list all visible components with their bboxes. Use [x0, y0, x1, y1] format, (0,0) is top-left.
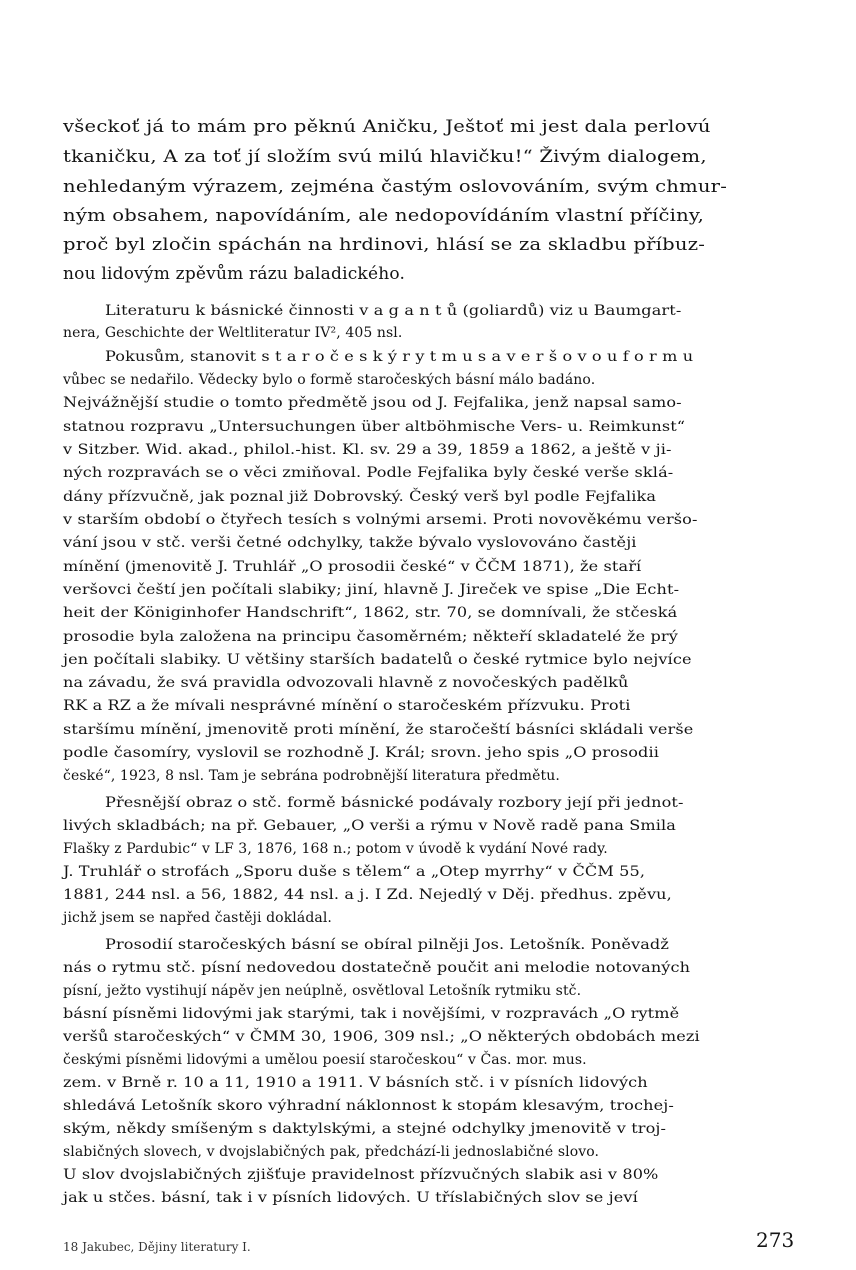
- note-line: statnou rozpravu „Untersuchungen über altböhmische Vers- u. Reimkunst“: [63, 419, 686, 435]
- text-line: nehledaným výrazem, zejména častým oslovováním, svým chmur-: [63, 177, 728, 197]
- note-line: na závadu, že svá pravidla odvozovali hlavně z novočeských padělků: [63, 675, 629, 691]
- note-line: veršů staročeských“ v ČMM 30, 1906, 309 nsl.; „O některých obdobách mezi: [63, 1029, 700, 1045]
- note-line: básní písněmi lidovými jak starými, tak i novějšími, v rozpravách „O rytmě: [63, 1006, 680, 1022]
- note-line: jichž jsem se napřed častěji dokládal.: [63, 910, 332, 926]
- text-line: nou lidovým zpěvům rázu baladického.: [63, 264, 406, 284]
- text-line: ným obsahem, napovídáním, ale nedopovídáním vlastní příčiny,: [63, 206, 705, 226]
- note-line: J. Truhlář o strofách „Sporu duše s tělem“ a „Otep myrrhy“ v ČČM 55,: [63, 864, 646, 880]
- note-line: jak u stčes. básní, tak i v písních lidových. U tříslabičných slov se jeví: [63, 1190, 638, 1206]
- note-line: U slov dvojslabičných zjišťuje pravidelnost přízvučných slabik asi v 80%: [63, 1167, 659, 1183]
- text-line: tkaničku, A za toť jí složím svú milú hlavičku!“ Živým dialogem,: [63, 147, 707, 167]
- note-line: Literaturu k básnické činnosti v a g a n t ů (goliardů) viz u Baumgart-: [105, 303, 682, 319]
- text-line: všeckoť já to mám pro pěknú Aničku, Ještoť mi jest dala perlovú: [63, 117, 711, 137]
- note-line: v Sitzber. Wid. akad., philol.-hist. Kl. sv. 29 a 39, 1859 a 1862, a ještě v ji-: [63, 442, 672, 458]
- note-line: vůbec se nedařilo. Vědecky bylo o formě staročeských básní málo badáno.: [63, 372, 596, 388]
- note-line: vání jsou v stč. verši četné odchylky, takže bývalo vyslovováno častěji: [63, 535, 637, 551]
- note-line: veršovci čeští jen počítali slabiky; jiní, hlavně J. Jireček ve spise „Die Echt-: [63, 582, 680, 598]
- note-line: Prosodií staročeských básní se obíral pilněji Jos. Letošník. Poněvadž: [105, 937, 669, 953]
- note-line: shledává Letošník skoro výhradní náklonnost k stopám klesavým, trochej-: [63, 1098, 674, 1114]
- page-number: 273: [756, 1228, 795, 1252]
- note-line: livých skladbách; na př. Gebauer, „O verši a rýmu v Nově radě pana Smila: [63, 818, 677, 834]
- note-line: v starším období o čtyřech tesích s volnými arsemi. Proti novověkému veršo-: [63, 512, 698, 528]
- note-line: nás o rytmu stč. písní nedovedou dostatečně poučit ani melodie notovaných: [63, 960, 691, 976]
- note-line: slabičných slovech, v dvojslabičných pak, předchází-li jednoslabičné slovo.: [63, 1144, 600, 1160]
- note-line: zem. v Brně r. 10 a 11, 1910 a 1911. V básních stč. i v písních lidových: [63, 1075, 648, 1091]
- note-line: dány přízvučně, jak poznal již Dobrovský. Český verš byl podle Fejfalika: [63, 489, 657, 505]
- note-line: prosodie byla založena na principu časoměrném; někteří skladatelé že prý: [63, 629, 678, 645]
- note-line: 1881, 244 nsl. a 56, 1882, 44 nsl. a j. I Zd. Nejedlý v Děj. předhus. zpěvu,: [63, 887, 672, 903]
- note-line: nera, Geschichte der Weltliteratur IV², 405 nsl.: [63, 325, 403, 341]
- note-line: heit der Königinhofer Handschrift“, 1862, str. 70, se domnívali, že stčeská: [63, 605, 678, 621]
- note-line: českými písněmi lidovými a umělou poesií staročeskou“ v Čas. mor. mus.: [63, 1052, 587, 1068]
- note-line: Flašky z Pardubic“ v LF 3, 1876, 168 n.; potom v úvodě k vydání Nové rady.: [63, 841, 608, 857]
- note-line: RK a RZ a že mívali nesprávné mínění o staročeském přízvuku. Proti: [63, 698, 631, 714]
- note-line: mínění (jmenovitě J. Truhlář „O prosodii české“ v ČČM 1871), že staří: [63, 559, 642, 575]
- note-line: Nejvážnější studie o tomto předmětě jsou od J. Fejfalika, jenž napsal samo-: [63, 395, 682, 411]
- note-line: ským, někdy smíšeným s daktylskými, a stejné odchylky jmenovitě v troj-: [63, 1121, 667, 1137]
- note-line: české“, 1923, 8 nsl. Tam je sebrána podrobnější literatura předmětu.: [63, 768, 560, 784]
- note-line: písní, ježto vystihují nápěv jen neúplně, osvětloval Letošník rytmiku stč.: [63, 983, 582, 999]
- note-line: ných rozpravách se o věci zmiňoval. Podle Fejfalika byly české verše sklá-: [63, 465, 674, 481]
- text-line: proč byl zločin spáchán na hrdinovi, hlásí se za skladbu příbuz-: [63, 235, 706, 255]
- printer-signature: 18 Jakubec, Dějiny literatury I.: [63, 1240, 251, 1254]
- note-line: staršímu mínění, jmenovitě proti mínění, že staročeští básníci skládali verše: [63, 722, 694, 738]
- note-line: jen počítali slabiky. U většiny starších badatelů o české rytmice bylo nejvíce: [63, 652, 692, 668]
- note-line: Přesnější obraz o stč. formě básnické podávaly rozbory její při jednot-: [105, 795, 684, 811]
- note-line: Pokusům, stanovit s t a r o č e s k ý r y t m u s a v e r š o v o u f o r m u: [105, 349, 694, 365]
- note-line: podle časomíry, vyslovil se rozhodně J. Král; srovn. jeho spis „O prosodii: [63, 745, 659, 761]
